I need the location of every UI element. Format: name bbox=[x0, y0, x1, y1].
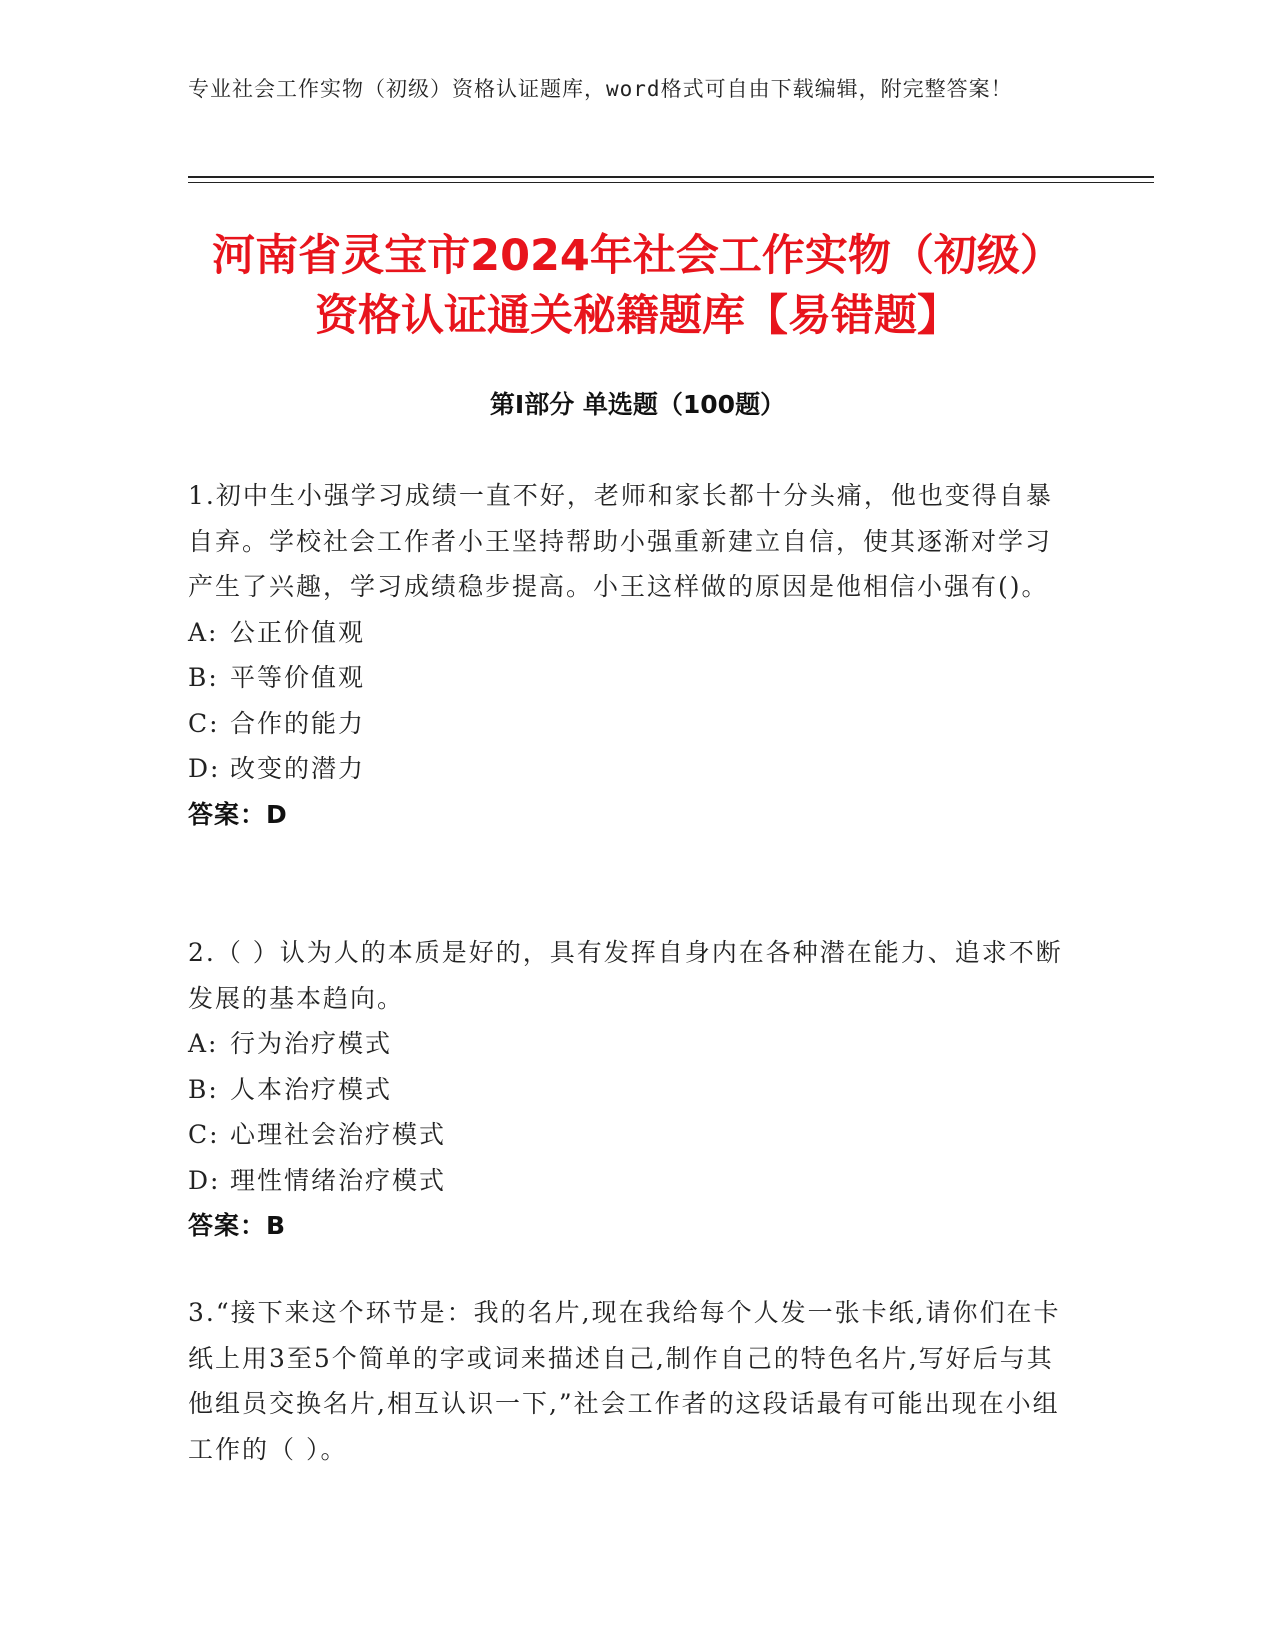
section-title: 第Ⅰ部分 单选题（100题） bbox=[489, 390, 786, 419]
option-letter: A: bbox=[188, 1029, 219, 1058]
header-note: 专业社会工作实物（初级）资格认证题库，word格式可自由下载编辑，附完整答案！ bbox=[188, 77, 1013, 101]
option-text: 理性情绪治疗模式 bbox=[230, 1165, 447, 1195]
header-divider-thin bbox=[188, 182, 1154, 183]
option-letter: A: bbox=[188, 617, 219, 647]
header-divider-thick bbox=[188, 176, 1154, 178]
option-d bbox=[188, 1158, 1078, 1204]
option-letter: B: bbox=[188, 1074, 219, 1104]
option-a bbox=[188, 610, 1078, 656]
option-text: 改变的潜力 bbox=[230, 754, 366, 783]
question-stem: 3.“接下来这个环节是：我的名片,现在我给每个人发一张卡纸,请你们在卡纸上用3至5个简单的字或词来描述自己,制作自己的特色名片,写好后与其他组员交换名片,相互认识一下,”社会工作者的这段话最有可能出现在小组工作的（ ）。 bbox=[188, 1298, 1061, 1464]
option-text: 心理社会治疗模式 bbox=[230, 1120, 447, 1149]
option-d bbox=[188, 746, 1078, 792]
question-2 bbox=[188, 930, 1078, 1249]
option-b bbox=[188, 1067, 1078, 1113]
option-text: 平等价值观 bbox=[230, 663, 366, 692]
option-text: 合作的能力 bbox=[230, 708, 366, 738]
option-letter: D: bbox=[188, 1165, 221, 1195]
document-title-line-1: 河南省灵宝市2024年社会工作实物（初级） bbox=[212, 231, 1063, 281]
answer: 答案：B bbox=[188, 1211, 287, 1240]
question-stem: 2.（ ）认为人的本质是好的，具有发挥自身内在各种潜在能力、追求不断发展的基本趋向。 bbox=[188, 938, 1063, 1013]
option-text: 人本治疗模式 bbox=[230, 1074, 393, 1104]
option-c bbox=[188, 1112, 1078, 1158]
option-a bbox=[188, 1021, 1078, 1067]
document-title-line-2: 资格认证通关秘籍题库【易错题】 bbox=[315, 291, 960, 341]
option-text: 行为治疗模式 bbox=[230, 1029, 393, 1058]
option-text: 公正价值观 bbox=[230, 617, 366, 647]
option-letter: B: bbox=[188, 663, 219, 692]
document-title bbox=[150, 226, 1125, 346]
option-c bbox=[188, 701, 1078, 747]
question-1 bbox=[188, 473, 1078, 837]
option-letter: C: bbox=[188, 1120, 220, 1149]
option-letter: C: bbox=[188, 708, 220, 738]
question-3 bbox=[188, 1290, 1078, 1472]
option-b bbox=[188, 655, 1078, 701]
answer: 答案：D bbox=[188, 799, 288, 829]
option-letter: D: bbox=[188, 754, 221, 783]
question-stem: 1.初中生小强学习成绩一直不好，老师和家长都十分头痛，他也变得自暴自弃。学校社会工作者小王坚持帮助小强重新建立自信，使其逐渐对学习产生了兴趣，学习成绩稳步提高。小王这样做的原因是他相信小强有()。 bbox=[188, 481, 1053, 601]
